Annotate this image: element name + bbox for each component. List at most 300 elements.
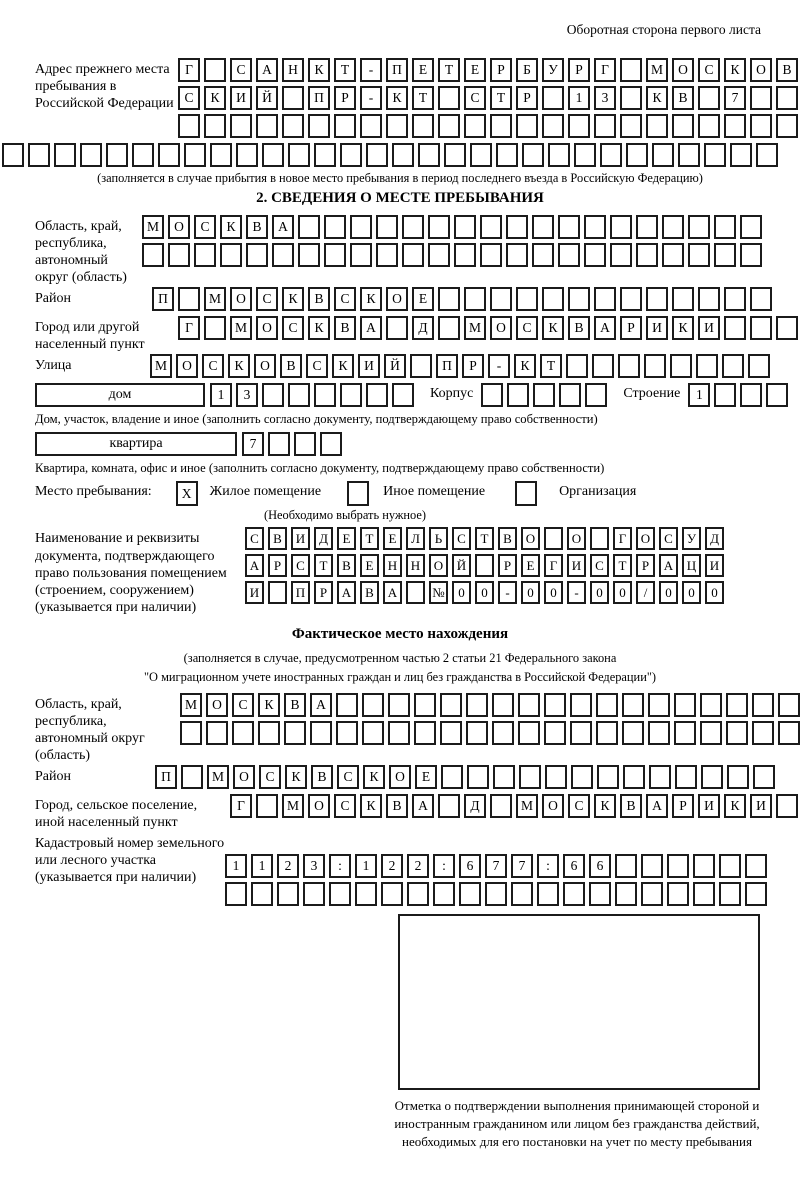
char-cell[interactable]: Е xyxy=(415,765,437,789)
char-cell[interactable] xyxy=(308,114,330,138)
char-cell[interactable] xyxy=(636,215,658,239)
char-cell[interactable]: И xyxy=(646,316,668,340)
char-cell[interactable] xyxy=(490,287,512,311)
char-cell[interactable] xyxy=(470,143,492,167)
char-cell[interactable] xyxy=(674,721,696,745)
char-cell[interactable] xyxy=(440,721,462,745)
char-cell[interactable]: 7 xyxy=(485,854,507,878)
char-cell[interactable]: А xyxy=(360,316,382,340)
char-cell[interactable]: Г xyxy=(594,58,616,82)
char-cell[interactable] xyxy=(641,854,663,878)
char-cell[interactable]: К xyxy=(258,693,280,717)
char-cell[interactable] xyxy=(662,215,684,239)
char-cell[interactable] xyxy=(714,243,736,267)
char-cell[interactable] xyxy=(636,243,658,267)
char-cell[interactable]: М xyxy=(646,58,668,82)
char-cell[interactable]: : xyxy=(329,854,351,878)
char-cell[interactable]: Р xyxy=(516,86,538,110)
char-cell[interactable] xyxy=(544,693,566,717)
char-cell[interactable]: - xyxy=(567,581,586,604)
char-cell[interactable]: И xyxy=(705,554,724,577)
char-cell[interactable] xyxy=(132,143,154,167)
char-cell[interactable] xyxy=(740,383,762,407)
char-cell[interactable]: 0 xyxy=(590,581,609,604)
char-cell[interactable] xyxy=(314,143,336,167)
char-cell[interactable]: С xyxy=(178,86,200,110)
char-cell[interactable]: П xyxy=(308,86,330,110)
char-cell[interactable]: И xyxy=(291,527,310,550)
char-cell[interactable]: Т xyxy=(438,58,460,82)
char-cell[interactable] xyxy=(80,143,102,167)
char-cell[interactable] xyxy=(480,243,502,267)
char-cell[interactable]: 1 xyxy=(688,383,710,407)
char-cell[interactable]: И xyxy=(750,794,772,818)
char-cell[interactable] xyxy=(232,721,254,745)
char-cell[interactable] xyxy=(496,143,518,167)
char-cell[interactable]: П xyxy=(386,58,408,82)
char-cell[interactable] xyxy=(2,143,24,167)
char-cell[interactable]: 0 xyxy=(544,581,563,604)
char-cell[interactable] xyxy=(284,721,306,745)
char-cell[interactable] xyxy=(559,383,581,407)
char-cell[interactable]: Т xyxy=(475,527,494,550)
char-cell[interactable]: С xyxy=(306,354,328,378)
char-cell[interactable] xyxy=(594,114,616,138)
char-cell[interactable]: С xyxy=(230,58,252,82)
char-cell[interactable] xyxy=(464,114,486,138)
char-cell[interactable] xyxy=(675,765,697,789)
char-cell[interactable]: В xyxy=(360,581,379,604)
char-cell[interactable] xyxy=(776,86,798,110)
char-cell[interactable] xyxy=(532,243,554,267)
char-cell[interactable] xyxy=(268,432,290,456)
char-cell[interactable] xyxy=(516,114,538,138)
char-cell[interactable] xyxy=(210,143,232,167)
char-cell[interactable] xyxy=(600,143,622,167)
char-cell[interactable] xyxy=(511,882,533,906)
char-cell[interactable] xyxy=(204,58,226,82)
char-cell[interactable]: К xyxy=(308,316,330,340)
char-cell[interactable] xyxy=(440,693,462,717)
char-cell[interactable]: С xyxy=(259,765,281,789)
char-cell[interactable]: Т xyxy=(360,527,379,550)
char-cell[interactable]: 0 xyxy=(659,581,678,604)
char-cell[interactable] xyxy=(246,243,268,267)
char-cell[interactable] xyxy=(693,882,715,906)
char-cell[interactable] xyxy=(745,854,767,878)
char-cell[interactable] xyxy=(700,721,722,745)
char-cell[interactable] xyxy=(355,882,377,906)
char-cell[interactable]: 2 xyxy=(381,854,403,878)
char-cell[interactable]: В xyxy=(280,354,302,378)
char-cell[interactable]: В xyxy=(246,215,268,239)
char-cell[interactable] xyxy=(288,143,310,167)
char-cell[interactable] xyxy=(662,243,684,267)
char-cell[interactable]: А xyxy=(337,581,356,604)
char-cell[interactable]: О xyxy=(176,354,198,378)
char-cell[interactable]: 7 xyxy=(724,86,746,110)
char-cell[interactable]: С xyxy=(282,316,304,340)
char-cell[interactable] xyxy=(750,287,772,311)
char-cell[interactable]: В xyxy=(776,58,798,82)
char-cell[interactable]: Е xyxy=(521,554,540,577)
char-cell[interactable] xyxy=(518,693,540,717)
char-cell[interactable]: Й xyxy=(452,554,471,577)
char-cell[interactable] xyxy=(204,316,226,340)
char-cell[interactable] xyxy=(481,383,503,407)
char-cell[interactable]: О xyxy=(750,58,772,82)
char-cell[interactable] xyxy=(688,215,710,239)
char-cell[interactable] xyxy=(652,143,674,167)
char-cell[interactable] xyxy=(724,287,746,311)
char-cell[interactable]: 7 xyxy=(242,432,264,456)
char-cell[interactable] xyxy=(454,243,476,267)
char-cell[interactable]: Е xyxy=(360,554,379,577)
char-cell[interactable]: К xyxy=(308,58,330,82)
char-cell[interactable]: М xyxy=(464,316,486,340)
char-cell[interactable]: Й xyxy=(384,354,406,378)
char-cell[interactable] xyxy=(646,114,668,138)
stay-checkbox-residential[interactable]: X xyxy=(176,481,198,506)
char-cell[interactable]: 0 xyxy=(705,581,724,604)
char-cell[interactable] xyxy=(386,114,408,138)
char-cell[interactable]: Н xyxy=(383,554,402,577)
char-cell[interactable] xyxy=(158,143,180,167)
char-cell[interactable]: В xyxy=(620,794,642,818)
char-cell[interactable] xyxy=(589,882,611,906)
char-cell[interactable]: Р xyxy=(498,554,517,577)
char-cell[interactable] xyxy=(464,287,486,311)
char-cell[interactable] xyxy=(360,114,382,138)
char-cell[interactable] xyxy=(407,882,429,906)
char-cell[interactable] xyxy=(776,794,798,818)
char-cell[interactable]: С xyxy=(245,527,264,550)
char-cell[interactable] xyxy=(388,721,410,745)
char-cell[interactable] xyxy=(178,114,200,138)
char-cell[interactable] xyxy=(340,143,362,167)
char-cell[interactable]: 0 xyxy=(475,581,494,604)
char-cell[interactable] xyxy=(258,721,280,745)
char-cell[interactable]: И xyxy=(567,554,586,577)
char-cell[interactable] xyxy=(204,114,226,138)
char-cell[interactable]: Г xyxy=(613,527,632,550)
char-cell[interactable] xyxy=(544,721,566,745)
char-cell[interactable] xyxy=(519,765,541,789)
char-cell[interactable] xyxy=(54,143,76,167)
char-cell[interactable]: А xyxy=(383,581,402,604)
char-cell[interactable] xyxy=(696,354,718,378)
char-cell[interactable]: Н xyxy=(282,58,304,82)
char-cell[interactable] xyxy=(277,882,299,906)
char-cell[interactable]: А xyxy=(272,215,294,239)
char-cell[interactable]: - xyxy=(488,354,510,378)
char-cell[interactable] xyxy=(506,215,528,239)
char-cell[interactable] xyxy=(672,114,694,138)
char-cell[interactable]: С xyxy=(516,316,538,340)
char-cell[interactable] xyxy=(558,243,580,267)
char-cell[interactable] xyxy=(648,721,670,745)
char-cell[interactable] xyxy=(376,215,398,239)
char-cell[interactable] xyxy=(298,243,320,267)
char-cell[interactable] xyxy=(594,287,616,311)
char-cell[interactable]: К xyxy=(724,58,746,82)
char-cell[interactable]: А xyxy=(594,316,616,340)
char-cell[interactable] xyxy=(256,114,278,138)
char-cell[interactable] xyxy=(724,114,746,138)
char-cell[interactable] xyxy=(719,882,741,906)
char-cell[interactable]: К xyxy=(646,86,668,110)
char-cell[interactable] xyxy=(726,693,748,717)
char-cell[interactable] xyxy=(722,354,744,378)
char-cell[interactable] xyxy=(667,854,689,878)
char-cell[interactable]: Р xyxy=(314,581,333,604)
char-cell[interactable]: М xyxy=(282,794,304,818)
char-cell[interactable]: 0 xyxy=(682,581,701,604)
char-cell[interactable] xyxy=(493,765,515,789)
char-cell[interactable]: Д xyxy=(412,316,434,340)
char-cell[interactable]: Г xyxy=(230,794,252,818)
char-cell[interactable]: С xyxy=(337,765,359,789)
char-cell[interactable] xyxy=(778,693,800,717)
char-cell[interactable]: И xyxy=(698,794,720,818)
char-cell[interactable] xyxy=(303,882,325,906)
char-cell[interactable]: М xyxy=(142,215,164,239)
char-cell[interactable] xyxy=(412,114,434,138)
char-cell[interactable]: В xyxy=(284,693,306,717)
char-cell[interactable] xyxy=(142,243,164,267)
char-cell[interactable] xyxy=(700,693,722,717)
char-cell[interactable]: О xyxy=(386,287,408,311)
char-cell[interactable]: А xyxy=(310,693,332,717)
char-cell[interactable] xyxy=(251,882,273,906)
char-cell[interactable] xyxy=(646,287,668,311)
char-cell[interactable] xyxy=(558,215,580,239)
char-cell[interactable] xyxy=(570,693,592,717)
char-cell[interactable] xyxy=(466,721,488,745)
char-cell[interactable]: В xyxy=(268,527,287,550)
char-cell[interactable] xyxy=(106,143,128,167)
char-cell[interactable] xyxy=(693,854,715,878)
char-cell[interactable] xyxy=(466,693,488,717)
char-cell[interactable]: Д xyxy=(314,527,333,550)
char-cell[interactable] xyxy=(584,215,606,239)
char-cell[interactable] xyxy=(282,86,304,110)
char-cell[interactable] xyxy=(776,316,798,340)
char-cell[interactable] xyxy=(563,882,585,906)
char-cell[interactable] xyxy=(459,882,481,906)
char-cell[interactable]: Д xyxy=(705,527,724,550)
char-cell[interactable]: Й xyxy=(256,86,278,110)
char-cell[interactable] xyxy=(480,215,502,239)
char-cell[interactable]: 3 xyxy=(594,86,616,110)
char-cell[interactable] xyxy=(568,114,590,138)
char-cell[interactable] xyxy=(590,527,609,550)
char-cell[interactable] xyxy=(610,215,632,239)
char-cell[interactable]: 7 xyxy=(511,854,533,878)
char-cell[interactable] xyxy=(350,243,372,267)
char-cell[interactable]: Г xyxy=(178,58,200,82)
char-cell[interactable] xyxy=(220,243,242,267)
char-cell[interactable] xyxy=(406,581,425,604)
char-cell[interactable]: С xyxy=(452,527,471,550)
char-cell[interactable]: С xyxy=(232,693,254,717)
char-cell[interactable]: Р xyxy=(672,794,694,818)
char-cell[interactable] xyxy=(350,215,372,239)
char-cell[interactable] xyxy=(719,854,741,878)
char-cell[interactable]: - xyxy=(360,86,382,110)
char-cell[interactable]: - xyxy=(498,581,517,604)
char-cell[interactable] xyxy=(522,143,544,167)
char-cell[interactable] xyxy=(506,243,528,267)
char-cell[interactable] xyxy=(752,721,774,745)
char-cell[interactable] xyxy=(570,721,592,745)
char-cell[interactable]: 6 xyxy=(563,854,585,878)
char-cell[interactable]: В xyxy=(337,554,356,577)
char-cell[interactable] xyxy=(753,765,775,789)
char-cell[interactable]: В xyxy=(308,287,330,311)
char-cell[interactable]: 3 xyxy=(303,854,325,878)
char-cell[interactable]: А xyxy=(245,554,264,577)
char-cell[interactable] xyxy=(667,882,689,906)
char-cell[interactable]: К xyxy=(228,354,250,378)
char-cell[interactable] xyxy=(376,243,398,267)
char-cell[interactable]: - xyxy=(360,58,382,82)
char-cell[interactable] xyxy=(492,721,514,745)
char-cell[interactable] xyxy=(674,693,696,717)
char-cell[interactable]: Р xyxy=(490,58,512,82)
char-cell[interactable]: С xyxy=(194,215,216,239)
char-cell[interactable] xyxy=(714,383,736,407)
char-cell[interactable] xyxy=(340,383,362,407)
char-cell[interactable]: Р xyxy=(334,86,356,110)
char-cell[interactable] xyxy=(610,243,632,267)
char-cell[interactable] xyxy=(324,243,346,267)
char-cell[interactable] xyxy=(256,794,278,818)
char-cell[interactable]: П xyxy=(152,287,174,311)
char-cell[interactable]: М xyxy=(180,693,202,717)
char-cell[interactable] xyxy=(294,432,316,456)
char-cell[interactable]: М xyxy=(230,316,252,340)
char-cell[interactable] xyxy=(336,721,358,745)
char-cell[interactable] xyxy=(618,354,640,378)
char-cell[interactable] xyxy=(433,882,455,906)
char-cell[interactable] xyxy=(329,882,351,906)
char-cell[interactable]: К xyxy=(332,354,354,378)
char-cell[interactable] xyxy=(438,114,460,138)
char-cell[interactable] xyxy=(537,882,559,906)
char-cell[interactable]: 2 xyxy=(277,854,299,878)
char-cell[interactable] xyxy=(28,143,50,167)
char-cell[interactable]: : xyxy=(433,854,455,878)
char-cell[interactable] xyxy=(438,316,460,340)
char-cell[interactable] xyxy=(467,765,489,789)
char-cell[interactable] xyxy=(475,554,494,577)
char-cell[interactable] xyxy=(571,765,593,789)
char-cell[interactable] xyxy=(730,143,752,167)
char-cell[interactable]: 6 xyxy=(459,854,481,878)
char-cell[interactable]: К xyxy=(514,354,536,378)
char-cell[interactable] xyxy=(402,215,424,239)
char-cell[interactable]: О xyxy=(542,794,564,818)
char-cell[interactable]: И xyxy=(358,354,380,378)
char-cell[interactable] xyxy=(620,114,642,138)
char-cell[interactable]: Ь xyxy=(429,527,448,550)
char-cell[interactable]: В xyxy=(498,527,517,550)
char-cell[interactable]: О xyxy=(490,316,512,340)
char-cell[interactable]: К xyxy=(285,765,307,789)
char-cell[interactable] xyxy=(492,693,514,717)
char-cell[interactable]: П xyxy=(155,765,177,789)
char-cell[interactable]: А xyxy=(646,794,668,818)
char-cell[interactable]: 0 xyxy=(452,581,471,604)
char-cell[interactable]: 1 xyxy=(210,383,232,407)
char-cell[interactable] xyxy=(268,581,287,604)
char-cell[interactable]: К xyxy=(220,215,242,239)
char-cell[interactable]: Т xyxy=(412,86,434,110)
char-cell[interactable]: Н xyxy=(406,554,425,577)
char-cell[interactable] xyxy=(288,383,310,407)
char-cell[interactable]: А xyxy=(659,554,678,577)
char-cell[interactable] xyxy=(620,86,642,110)
char-cell[interactable]: 0 xyxy=(613,581,632,604)
char-cell[interactable]: Р xyxy=(568,58,590,82)
char-cell[interactable]: П xyxy=(436,354,458,378)
char-cell[interactable]: С xyxy=(256,287,278,311)
char-cell[interactable]: С xyxy=(590,554,609,577)
char-cell[interactable] xyxy=(745,882,767,906)
char-cell[interactable]: К xyxy=(360,794,382,818)
char-cell[interactable] xyxy=(168,243,190,267)
char-cell[interactable]: О xyxy=(308,794,330,818)
char-cell[interactable]: Д xyxy=(464,794,486,818)
char-cell[interactable]: О xyxy=(206,693,228,717)
char-cell[interactable] xyxy=(402,243,424,267)
char-cell[interactable] xyxy=(574,143,596,167)
char-cell[interactable]: М xyxy=(516,794,538,818)
char-cell[interactable]: О xyxy=(389,765,411,789)
char-cell[interactable]: Е xyxy=(383,527,402,550)
char-cell[interactable]: О xyxy=(233,765,255,789)
char-cell[interactable] xyxy=(566,354,588,378)
char-cell[interactable]: В xyxy=(568,316,590,340)
char-cell[interactable] xyxy=(698,114,720,138)
char-cell[interactable]: 6 xyxy=(589,854,611,878)
char-cell[interactable] xyxy=(533,383,555,407)
char-cell[interactable]: Р xyxy=(462,354,484,378)
char-cell[interactable] xyxy=(184,143,206,167)
char-cell[interactable]: Б xyxy=(516,58,538,82)
char-cell[interactable] xyxy=(438,86,460,110)
char-cell[interactable] xyxy=(740,243,762,267)
char-cell[interactable] xyxy=(641,882,663,906)
char-cell[interactable] xyxy=(648,693,670,717)
char-cell[interactable]: К xyxy=(360,287,382,311)
char-cell[interactable]: К xyxy=(542,316,564,340)
char-cell[interactable] xyxy=(324,215,346,239)
char-cell[interactable]: К xyxy=(724,794,746,818)
char-cell[interactable] xyxy=(698,86,720,110)
char-cell[interactable] xyxy=(310,721,332,745)
char-cell[interactable]: В xyxy=(386,794,408,818)
char-cell[interactable] xyxy=(678,143,700,167)
char-cell[interactable]: Ц xyxy=(682,554,701,577)
char-cell[interactable]: С xyxy=(202,354,224,378)
char-cell[interactable] xyxy=(750,316,772,340)
char-cell[interactable]: У xyxy=(542,58,564,82)
char-cell[interactable] xyxy=(362,693,384,717)
char-cell[interactable] xyxy=(314,383,336,407)
char-cell[interactable] xyxy=(596,693,618,717)
